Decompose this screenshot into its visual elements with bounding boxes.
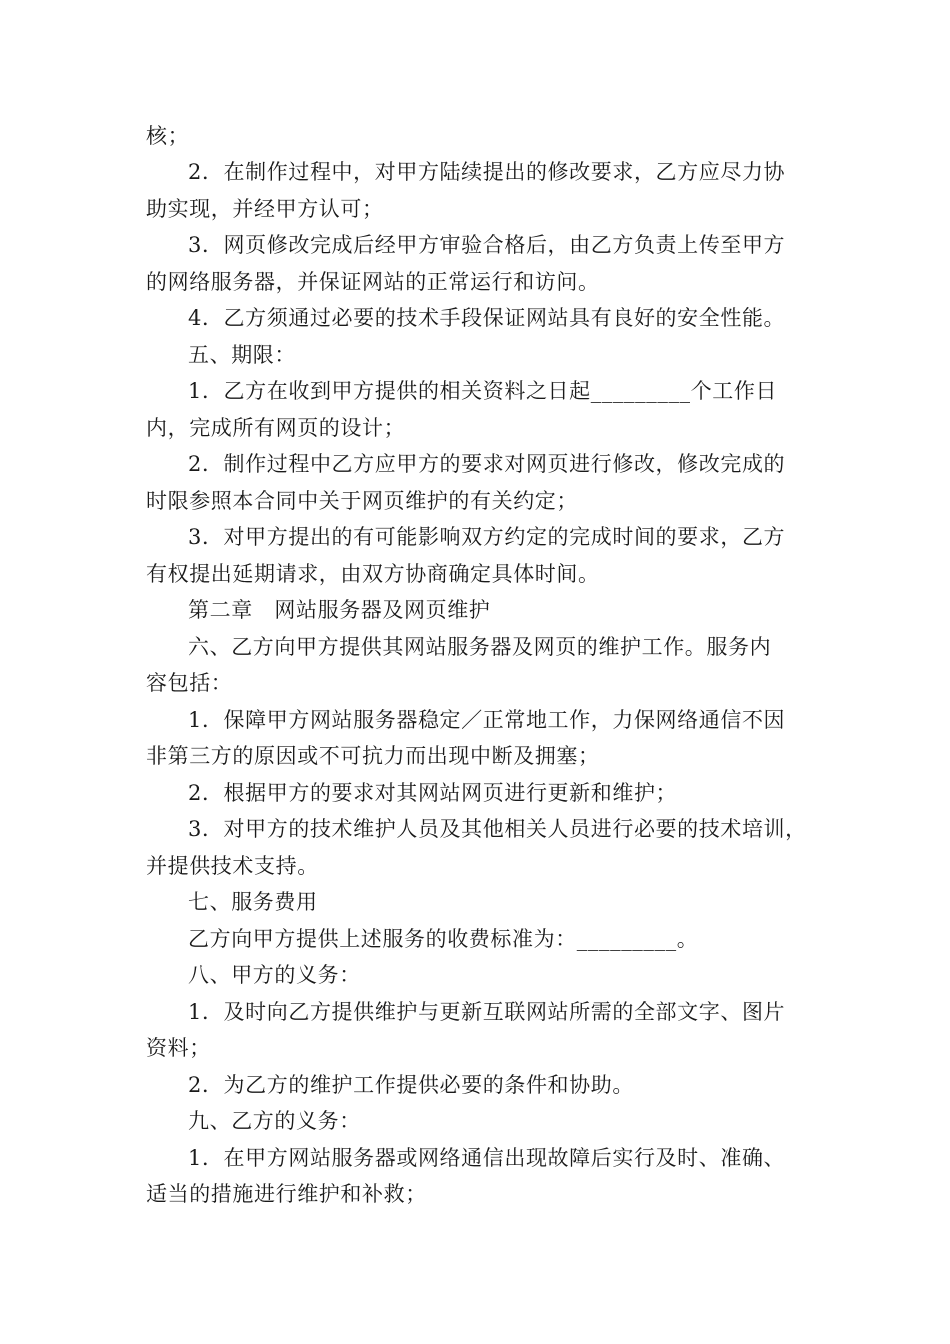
text-line: 资料； — [146, 1036, 211, 1060]
text-line: 非第三方的原因或不可抗力而出现中断及拥塞； — [146, 744, 600, 768]
text-line: 3．对甲方提出的有可能影响双方约定的完成时间的要求，乙方 — [188, 525, 786, 549]
text-line: 并提供技术支持。 — [146, 854, 319, 878]
text-line: 1．保障甲方网站服务器稳定／正常地工作，力保网络通信不因 — [188, 708, 786, 732]
text-line: 1．及时向乙方提供维护与更新互联网站所需的全部文字、图片 — [188, 1000, 786, 1024]
section-heading: 五、期限： — [188, 343, 296, 367]
text-line: 乙方向甲方提供上述服务的收费标准为：_________。 — [188, 927, 699, 951]
text-line: 3．对甲方的技术维护人员及其他相关人员进行必要的技术培训， — [188, 817, 807, 841]
chapter-heading: 第二章 网站服务器及网页维护 — [188, 598, 491, 622]
text-line: 2．在制作过程中，对甲方陆续提出的修改要求，乙方应尽力协 — [188, 160, 786, 184]
text-line: 容包括： — [146, 671, 233, 695]
text-line: 的网络服务器，并保证网站的正常运行和访问。 — [146, 270, 600, 294]
text-line: 核； — [146, 124, 190, 148]
text-line: 3．网页修改完成后经甲方审验合格后，由乙方负责上传至甲方 — [188, 233, 786, 257]
section-heading: 九、乙方的义务： — [188, 1109, 361, 1133]
text-line: 2．根据甲方的要求对其网站网页进行更新和维护； — [188, 781, 678, 805]
text-line: 有权提出延期请求，由双方协商确定具体时间。 — [146, 562, 600, 586]
text-line: 1．在甲方网站服务器或网络通信出现故障后实行及时、准确、 — [188, 1146, 786, 1170]
text-line: 1．乙方在收到甲方提供的相关资料之日起_________个工作日 — [188, 379, 778, 403]
section-heading: 七、服务费用 — [188, 890, 318, 914]
text-line: 时限参照本合同中关于网页维护的有关约定； — [146, 489, 578, 513]
text-line: 内，完成所有网页的设计； — [146, 416, 406, 440]
text-line: 助实现，并经甲方认可； — [146, 197, 384, 221]
text-line: 4．乙方须通过必要的技术手段保证网站具有良好的安全性能。 — [188, 306, 786, 330]
text-line: 2．为乙方的维护工作提供必要的条件和协助。 — [188, 1073, 634, 1097]
text-line: 适当的措施进行维护和补救； — [146, 1182, 427, 1206]
section-heading: 六、乙方向甲方提供其网站服务器及网页的维护工作。服务内 — [188, 635, 772, 659]
section-heading: 八、甲方的义务： — [188, 963, 361, 987]
text-line: 2．制作过程中乙方应甲方的要求对网页进行修改，修改完成的 — [188, 452, 786, 476]
